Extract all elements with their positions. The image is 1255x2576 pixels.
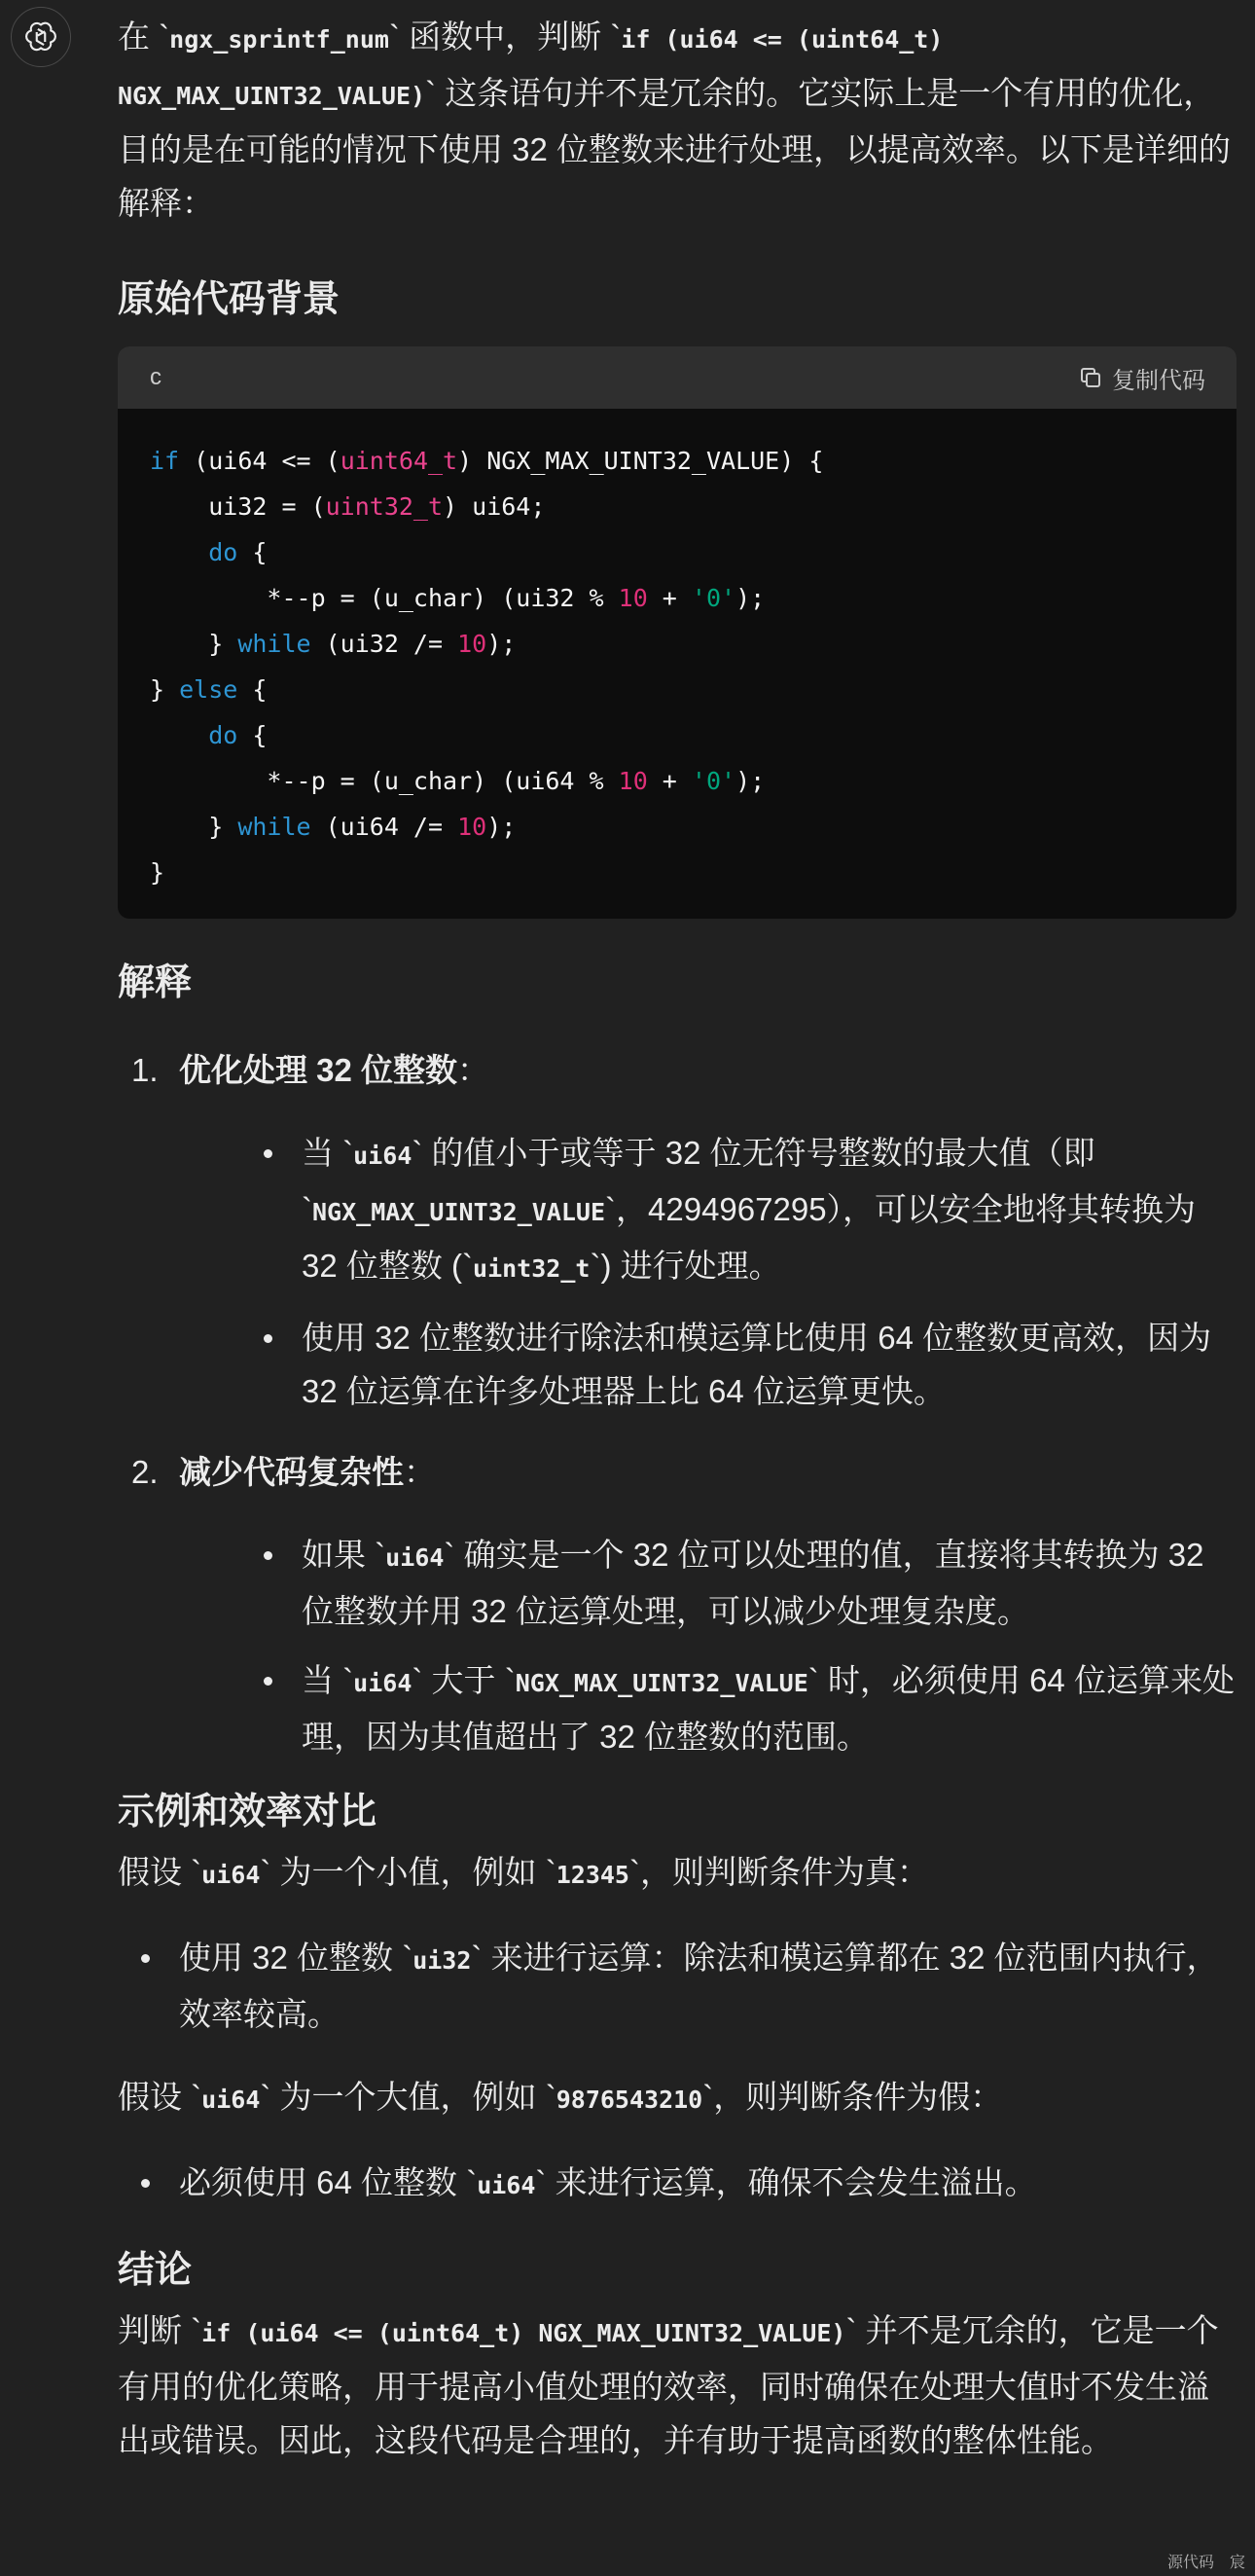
conclusion-paragraph: 判断 `if (ui64 <= (uint64_t) NGX_MAX_UINT32_VALUE)` 并不是冗余的，它是一个有用的优化策略，用于提高小值处理的效率，同时确保在处理大值时不发生溢出或错误。因此，这段代码是合理的，并有助于提高函数的整体性能。 [118, 2312, 1219, 2458]
list-item: 必须使用 64 位整数 `ui64` 来进行运算，确保不会发生溢出。 [118, 2156, 1237, 2212]
example-list [118, 2156, 1237, 2212]
sub-list [179, 1528, 1237, 1763]
list-item: 当 `ui64` 的值小于或等于 32 位无符号整数的最大值（即 `NGX_MAX_UINT32_VALUE`，4294967295），可以安全地将其转换为 32 位整数 (`uint32_t`) 进行处理。 [240, 1126, 1237, 1295]
example-paragraph: 假设 `ui64` 为一个大值，例如 `9876543210`，则判断条件为假： [118, 2079, 1003, 2115]
intro-paragraph: 在 `ngx_sprintf_num` 函数中，判断 `if (ui64 <= (uint64_t) NGX_MAX_UINT32_VALUE)` 这条语句并不是冗余的。它实际上是一个有用的优化，目的是在可能的情况下使用 32 位整数来进行处理，以提高效率。以下是详细的解释： [118, 18, 1232, 221]
code-line: *--p = (u_char) (ui64 % 10 + '0'); [150, 767, 766, 795]
section-title-conclusion: 结论 [118, 2250, 193, 2291]
inline-code: ui64 [353, 1669, 412, 1697]
sub-list [179, 1126, 1237, 1418]
inline-code: if (ui64 <= (uint64_t) NGX_MAX_UINT32_VALUE) [118, 25, 944, 110]
explanation-list [118, 1043, 1237, 1763]
inline-code: uint32_t [473, 1254, 591, 1283]
code-line: do { [208, 538, 268, 566]
assistant-avatar [11, 7, 71, 67]
inline-code: ngx_sprintf_num [169, 25, 389, 54]
footer-watermark: 源代码 宸 [1166, 2555, 1245, 2571]
inline-code: ui64 [477, 2171, 536, 2199]
inline-code: ui32 [412, 1946, 472, 1975]
code-content [118, 409, 1237, 919]
inline-code: ui64 [353, 1142, 412, 1170]
list-item: 使用 32 位整数 `ui32` 来进行运算：除法和模运算都在 32 位范围内执行，效率较高。 [118, 1931, 1237, 2041]
copy-icon [1079, 366, 1102, 389]
inline-code: if (ui64 <= (uint64_t) NGX_MAX_UINT32_VALUE) [201, 2319, 846, 2347]
code-line: } [150, 858, 165, 887]
code-block-header [118, 346, 1237, 409]
example-paragraph: 假设 `ui64` 为一个小值，例如 `12345`，则判断条件为真： [118, 1854, 929, 1890]
code-line: *--p = (u_char) (ui32 % 10 + '0'); [150, 584, 766, 612]
list-item: 如果 `ui64` 确实是一个 32 位可以处理的值，直接将其转换为 32 位整数并用 32 位运算处理，可以减少处理复杂度。 [240, 1528, 1237, 1638]
code-language-label: c [150, 364, 161, 390]
example-list [118, 1931, 1237, 2041]
inline-code: NGX_MAX_UINT32_VALUE [515, 1669, 808, 1697]
inline-code: ui64 [201, 1861, 261, 1889]
list-item: 2. 减少代码复杂性： 如果 `ui64` 确实是一个 32 位可以处理的值，直接将其转换为 32 位整数并用 32 位运算处理，可以减少处理复杂度。 当 `ui64` 大于 `NGX_MAX_UINT32_VALUE` 时，必须使用 64 位运算来处理，因为其值超出了 32 位整数的范围。 [118, 1445, 1237, 1763]
code-line: ui32 = (uint32_t) ui64; [150, 492, 546, 521]
code-line: if (ui64 <= (uint64_t) NGX_MAX_UINT32_VALUE) { [150, 447, 824, 475]
code-line: } else { [150, 675, 268, 704]
copy-code-label: 复制代码 [1112, 367, 1205, 394]
section-title-original-code: 原始代码背景 [118, 279, 341, 320]
copy-code-button[interactable] [1079, 361, 1205, 395]
inline-code: NGX_MAX_UINT32_VALUE [312, 1198, 606, 1226]
openai-logo-icon [24, 20, 57, 54]
list-item: 1. 优化处理 32 位整数： 当 `ui64` 的值小于或等于 32 位无符号整数的最大值（即 `NGX_MAX_UINT32_VALUE`，4294967295），可以安全地将其转换为 32 位整数 (`uint32_t`) 进行处理。 使用 32 位整数进行除法和模运算比使用 64 位整数更高效，因为 32 位运算在许多处理器上比 64 位运算更快。 [118, 1043, 1237, 1418]
inline-code: 9876543210 [556, 2086, 703, 2114]
section-title-example: 示例和效率对比 [118, 1792, 377, 1832]
list-item: 使用 32 位整数进行除法和模运算比使用 64 位整数更高效，因为 32 位运算在许多处理器上比 64 位运算更快。 [240, 1311, 1237, 1418]
code-line: do { [208, 721, 268, 749]
inline-code: ui64 [385, 1543, 445, 1572]
list-item: 当 `ui64` 大于 `NGX_MAX_UINT32_VALUE` 时，必须使用 64 位运算来处理，因为其值超出了 32 位整数的范围。 [240, 1653, 1237, 1763]
code-line: } while (ui64 /= 10); [150, 813, 517, 841]
code-block [118, 346, 1237, 919]
inline-code: ui64 [201, 2086, 261, 2114]
assistant-message [118, 10, 1237, 2467]
code-line: } while (ui32 /= 10); [150, 630, 517, 658]
inline-code: 12345 [556, 1861, 629, 1889]
section-title-explanation: 解释 [118, 962, 193, 1003]
